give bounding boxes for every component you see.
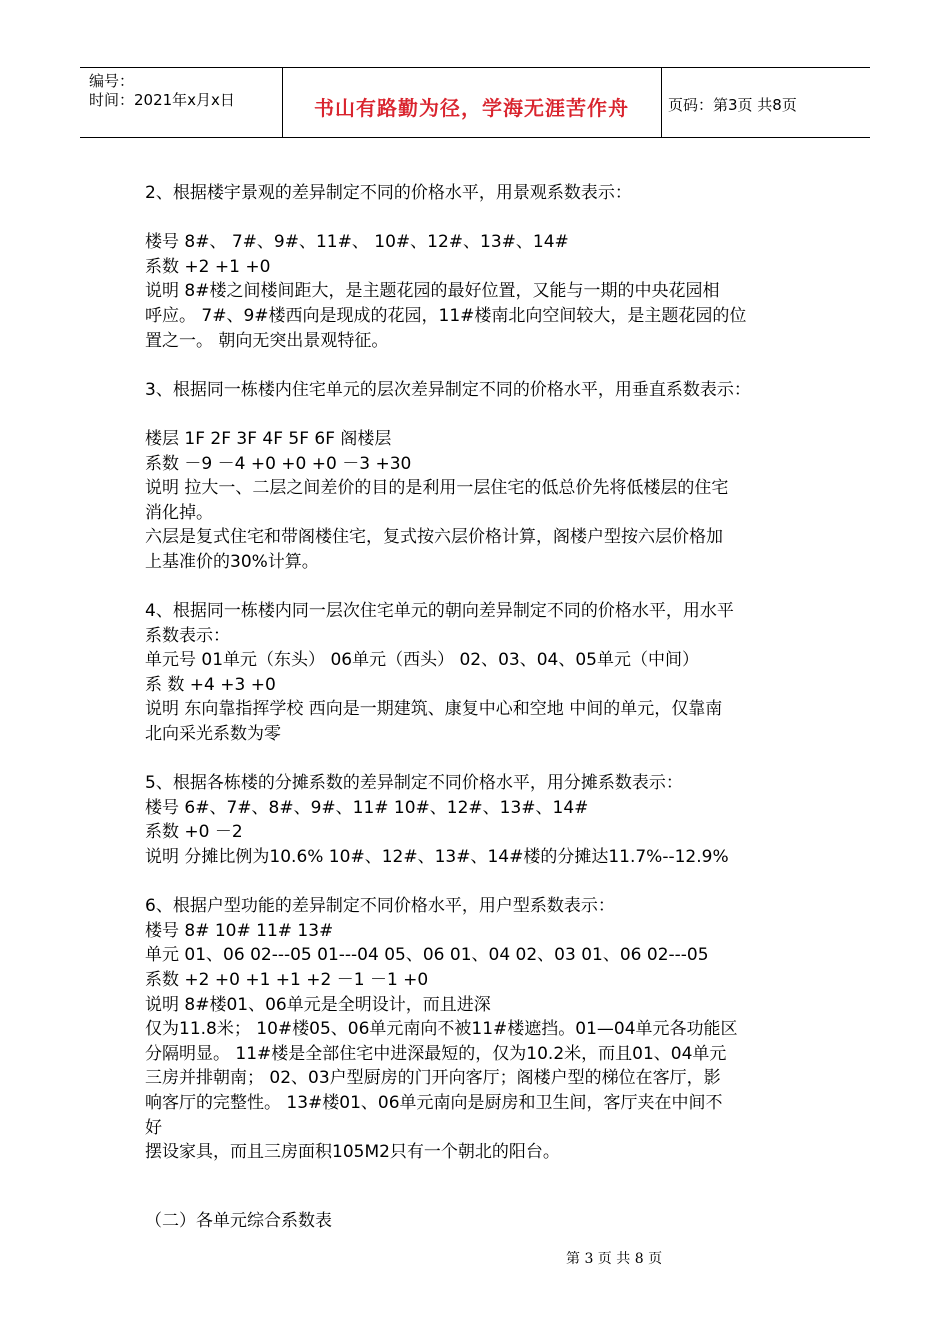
text-line: 系数 +2 +1 +0 bbox=[145, 256, 271, 277]
text-line: 2、根据楼宇景观的差异制定不同的价格水平，用景观系数表示： bbox=[145, 183, 632, 203]
header-motto: 书山有路勤为径，学海无涯苦作舟 bbox=[314, 96, 629, 120]
text-line: 摆设家具，而且三房面积105M2只有一个朝北的阳台。 bbox=[145, 1142, 560, 1163]
text-line: 置之一。 朝向无突出景观特征。 bbox=[145, 330, 389, 351]
header-motto-cell bbox=[282, 68, 662, 137]
text-line: 系数表示： bbox=[145, 625, 230, 646]
blank-line bbox=[145, 353, 825, 378]
text-line: 三房并排朝南； 02、03户型厨房的门开向客厅；阁楼户型的梯位在客厅，影 bbox=[145, 1068, 721, 1089]
text-line: 好 bbox=[145, 1117, 162, 1138]
text-line: 楼号 6#、7#、8#、9#、11# 10#、12#、13#、14# bbox=[145, 797, 589, 818]
text-line: 单元号 01单元（东头） 06单元（西头） 02、03、04、05单元（中间） bbox=[145, 650, 700, 671]
text-line: 6、根据户型功能的差异制定不同价格水平，用户型系数表示： bbox=[145, 896, 615, 917]
text-line: 系数 +0 －2 bbox=[145, 822, 243, 843]
blank-line bbox=[145, 575, 825, 600]
document-number-label: 编号： bbox=[89, 72, 135, 90]
text-line: 消化掉。 bbox=[145, 502, 213, 523]
header-table bbox=[80, 67, 870, 138]
text-line: 仅为11.8米； 10#楼05、06单元南向不被11#楼遮挡。01—04单元各功能区 bbox=[145, 1019, 738, 1040]
blank-line bbox=[145, 206, 825, 231]
blank-line bbox=[145, 747, 825, 772]
text-line: 说明 东向靠指挥学校 西向是一期建筑、康复中心和空地 中间的单元，仅靠南 bbox=[145, 699, 723, 720]
text-line: 3、根据同一栋楼内住宅单元的层次差异制定不同的价格水平，用垂直系数表示： bbox=[145, 379, 751, 400]
text-line: 单元 01、06 02---05 01---04 05、06 01、04 02、03 01、06 02---05 bbox=[145, 945, 709, 966]
text-line: 北向采光系数为零 bbox=[145, 724, 281, 745]
page-footer: 第 3 页 共 8 页 bbox=[566, 1251, 663, 1267]
blank-line bbox=[145, 870, 825, 895]
text-line: 4、根据同一栋楼内同一层次住宅单元的朝向差异制定不同的价格水平，用水平 bbox=[145, 601, 734, 622]
text-line: 上基准价的30%计算。 bbox=[145, 551, 319, 572]
text-line: 说明 分摊比例为10.6% 10#、12#、13#、14#楼的分摊达11.7%--12.9% bbox=[145, 847, 729, 868]
text-line: 六层是复式住宅和带阁楼住宅，复式按六层价格计算，阁楼户型按六层价格加 bbox=[145, 527, 723, 548]
text-line: 系 数 +4 +3 +0 bbox=[145, 674, 276, 695]
header-page-cell bbox=[662, 68, 870, 137]
text-line: 楼号 8#、 7#、9#、11#、 10#、12#、13#、14# bbox=[145, 232, 569, 253]
text-line: 5、根据各栋楼的分摊系数的差异制定不同价格水平，用分摊系数表示： bbox=[145, 773, 683, 794]
text-line: 说明 8#楼01、06单元是全明设计，而且进深 bbox=[145, 994, 491, 1015]
text-line: 说明 8#楼之间楼间距大，是主题花园的最好位置，又能与一期的中央花园相 bbox=[145, 281, 720, 302]
text-line: 系数 +2 +0 +1 +1 +2 －1 －1 +0 bbox=[145, 970, 429, 990]
text-line: 系数 －9 －4 +0 +0 +0 －3 +30 bbox=[145, 453, 412, 474]
text-line: 呼应。 7#、9#楼西向是现成的花园，11#楼南北向空间较大，是主题花园的位 bbox=[145, 305, 747, 326]
text-line: 分隔明显。 11#楼是全部住宅中进深最短的，仅为10.2米，而且01、04单元 bbox=[145, 1043, 727, 1064]
header-page-number: 页码：第3页 共8页 bbox=[668, 96, 797, 114]
text-line: 楼号 8# 10# 11# 13# bbox=[145, 920, 334, 941]
blank-line bbox=[145, 402, 825, 427]
section-subheading: （二）各单元综合系数表 bbox=[145, 1211, 332, 1231]
document-body bbox=[145, 181, 825, 1165]
text-line: 响客厅的完整性。 13#楼01、06单元南向是厨房和卫生间，客厅夹在中间不 bbox=[145, 1092, 723, 1113]
header-info-cell bbox=[80, 68, 283, 137]
text-line: 楼层 1F 2F 3F 4F 5F 6F 阁楼层 bbox=[145, 428, 392, 449]
document-date-label: 时间：2021年x月x日 bbox=[89, 91, 235, 109]
text-line: 说明 拉大一、二层之间差价的目的是利用一层住宅的低总价先将低楼层的住宅 bbox=[145, 478, 729, 499]
